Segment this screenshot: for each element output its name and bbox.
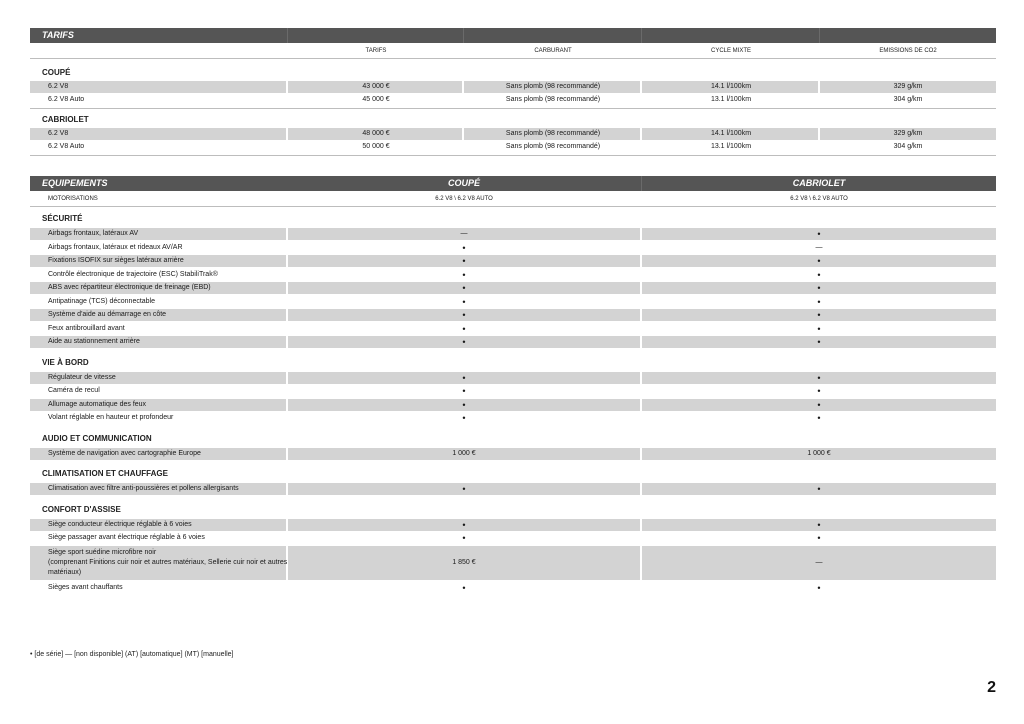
cell-value: 1 850 € bbox=[452, 558, 476, 566]
cell-value: Sans plomb (98 recommandé) bbox=[505, 130, 601, 137]
equipements-group-title: AUDIO ET COMMUNICATION bbox=[42, 433, 152, 443]
cell-value: • bbox=[462, 337, 466, 347]
cell-value: — bbox=[815, 558, 823, 566]
motorisations-value: 6.2 V8 \ 6.2 V8 AUTO bbox=[435, 196, 493, 202]
cell-value: 13.1 l/100km bbox=[710, 143, 752, 150]
table-row bbox=[30, 483, 996, 495]
table-row bbox=[30, 546, 996, 580]
tarifs-title: TARIFS bbox=[42, 30, 74, 40]
tarifs-column-header: CYCLE MIXTE bbox=[710, 48, 751, 54]
table-row bbox=[30, 448, 996, 460]
tarifs-column-header: EMISSIONS DE CO2 bbox=[879, 48, 937, 54]
table-row bbox=[30, 94, 996, 106]
cell-value: • bbox=[462, 386, 466, 396]
cell-value: 14.1 l/100km bbox=[710, 130, 752, 137]
row-label: Système d'aide au démarrage en côte bbox=[48, 311, 167, 318]
cell-value: • bbox=[817, 533, 821, 543]
cell-value: 14.1 l/100km bbox=[710, 83, 752, 90]
divider bbox=[30, 108, 996, 109]
cell-value: • bbox=[817, 386, 821, 396]
divider bbox=[30, 58, 996, 59]
row-label: Volant réglable en hauteur et profondeur bbox=[48, 414, 174, 421]
divider bbox=[30, 206, 996, 207]
legend: • [de série] — [non disponible] (AT) [automatique] (MT) [manuelle] bbox=[30, 651, 234, 658]
table-row bbox=[30, 323, 996, 335]
equipements-header bbox=[30, 176, 996, 191]
cell-value: • bbox=[817, 413, 821, 423]
motorisations-value: 6.2 V8 \ 6.2 V8 AUTO bbox=[790, 196, 848, 202]
cell-value: • bbox=[817, 519, 821, 530]
cell-value: • bbox=[817, 283, 821, 293]
row-label: Caméra de recul bbox=[48, 387, 100, 394]
table-row bbox=[30, 282, 996, 294]
row-label: Siège sport suédine microfibre noir (comprenant Finitions cuir noir et autres matériaux, Sellerie cuir noir et autres matériaux) bbox=[48, 548, 288, 576]
cell-value: • bbox=[462, 372, 466, 383]
cell-value: • bbox=[462, 582, 466, 593]
row-label: Sièges avant chauffants bbox=[48, 583, 123, 591]
cell-value: 304 g/km bbox=[893, 143, 923, 150]
row-label: Système de navigation avec cartographie Europe bbox=[48, 449, 201, 457]
tarifs-group-title: COUPÉ bbox=[42, 68, 71, 77]
cell-value: • bbox=[817, 256, 821, 266]
equipements-title: EQUIPEMENTS bbox=[42, 178, 108, 188]
row-label: Siège conducteur électrique réglable à 6 voies bbox=[48, 520, 192, 528]
row-label: 6.2 V8 bbox=[48, 83, 69, 90]
row-label: Régulateur de vitesse bbox=[48, 373, 116, 381]
cell-value: 329 g/km bbox=[893, 130, 923, 137]
tarifs-group-title: CABRIOLET bbox=[42, 115, 89, 124]
cell-value: • bbox=[817, 372, 821, 383]
cell-value: • bbox=[817, 229, 821, 239]
cell-value: • bbox=[817, 337, 821, 347]
row-label: Aide au stationnement arrière bbox=[48, 338, 140, 345]
cell-value: • bbox=[462, 533, 466, 543]
motorisations-label: MOTORISATIONS bbox=[48, 196, 98, 202]
cell-value: • bbox=[462, 296, 466, 307]
table-row bbox=[30, 582, 996, 594]
table-row bbox=[30, 255, 996, 267]
cell-value: • bbox=[817, 310, 821, 320]
cell-value: • bbox=[462, 519, 466, 530]
cell-value: • bbox=[817, 296, 821, 307]
table-row bbox=[30, 309, 996, 321]
row-label: Feux antibrouillard avant bbox=[48, 324, 125, 332]
row-label: Airbags frontaux, latéraux et rideaux AV/AR bbox=[48, 243, 183, 251]
cell-value: 48 000 € bbox=[362, 130, 390, 137]
table-row bbox=[30, 336, 996, 348]
equipements-group-title: SÉCURITÉ bbox=[42, 214, 83, 223]
row-label: ABS avec répartiteur électronique de freinage (EBD) bbox=[48, 284, 211, 291]
cell-value: 43 000 € bbox=[362, 83, 390, 90]
cell-value: • bbox=[817, 484, 821, 494]
table-row bbox=[30, 269, 996, 281]
row-label: 6.2 V8 Auto bbox=[48, 96, 85, 103]
table-row bbox=[30, 128, 996, 140]
cell-value: • bbox=[462, 310, 466, 320]
row-label: Climatisation avec filtre anti-poussières et pollens allergisants bbox=[48, 485, 239, 492]
row-label: Siège passager avant électrique réglable à 6 voies bbox=[48, 534, 205, 541]
table-row bbox=[30, 296, 996, 308]
cell-value: • bbox=[462, 484, 466, 494]
cell-value: • bbox=[462, 323, 466, 334]
cell-value: • bbox=[817, 323, 821, 334]
equipements-group-title: CLIMATISATION ET CHAUFFAGE bbox=[42, 469, 168, 478]
table-row bbox=[30, 228, 996, 240]
cell-value: 1 000 € bbox=[807, 449, 831, 457]
tarifs-column-header: TARIFS bbox=[365, 48, 387, 54]
coupe-column-header: COUPÉ bbox=[447, 178, 480, 188]
cell-value: • bbox=[462, 413, 466, 423]
row-label: Fixations ISOFIX sur sièges latéraux arrière bbox=[48, 257, 184, 264]
cabriolet-column-header: CABRIOLET bbox=[792, 178, 846, 188]
table-row bbox=[30, 519, 996, 531]
table-row bbox=[30, 399, 996, 411]
cell-value: • bbox=[462, 283, 466, 293]
table-row bbox=[30, 372, 996, 384]
page-number: 2 bbox=[987, 679, 996, 696]
cell-value: — bbox=[815, 243, 823, 251]
cell-value: 304 g/km bbox=[893, 96, 923, 103]
cell-value: • bbox=[462, 399, 466, 410]
table-row bbox=[30, 141, 996, 153]
row-label: Contrôle électronique de trajectoire (ESC) StabiliTrak® bbox=[48, 270, 218, 278]
table-row bbox=[30, 412, 996, 424]
equipements-group-title: VIE À BORD bbox=[42, 357, 89, 367]
row-label: Antipatinage (TCS) déconnectable bbox=[48, 297, 156, 305]
row-label: 6.2 V8 bbox=[48, 130, 69, 137]
cell-value: Sans plomb (98 recommandé) bbox=[505, 96, 601, 103]
divider bbox=[30, 155, 996, 156]
cell-value: 13.1 l/100km bbox=[710, 96, 752, 103]
cell-value: • bbox=[817, 269, 821, 280]
tarifs-column-header: CARBURANT bbox=[534, 48, 572, 54]
cell-value: — bbox=[460, 230, 468, 237]
table-row bbox=[30, 532, 996, 544]
table-row bbox=[30, 81, 996, 93]
cell-value: 45 000 € bbox=[362, 96, 390, 103]
row-label: Airbags frontaux, latéraux AV bbox=[48, 230, 139, 237]
cell-value: 1 000 € bbox=[452, 449, 476, 457]
cell-value: • bbox=[462, 269, 466, 280]
cell-value: • bbox=[817, 399, 821, 410]
cell-value: • bbox=[462, 242, 466, 253]
tarifs-header bbox=[30, 28, 996, 43]
cell-value: • bbox=[462, 256, 466, 266]
table-row bbox=[30, 242, 996, 254]
row-label: Allumage automatique des feux bbox=[48, 400, 147, 408]
motorisations-row bbox=[30, 193, 996, 205]
cell-value: 50 000 € bbox=[362, 143, 390, 150]
cell-value: 329 g/km bbox=[893, 83, 923, 90]
row-label: 6.2 V8 Auto bbox=[48, 143, 85, 150]
table-row bbox=[30, 385, 996, 397]
equipements-group-title: CONFORT D'ASSISE bbox=[42, 504, 121, 514]
cell-value: • bbox=[817, 582, 821, 593]
cell-value: Sans plomb (98 recommandé) bbox=[505, 143, 601, 150]
cell-value: Sans plomb (98 recommandé) bbox=[505, 83, 601, 90]
